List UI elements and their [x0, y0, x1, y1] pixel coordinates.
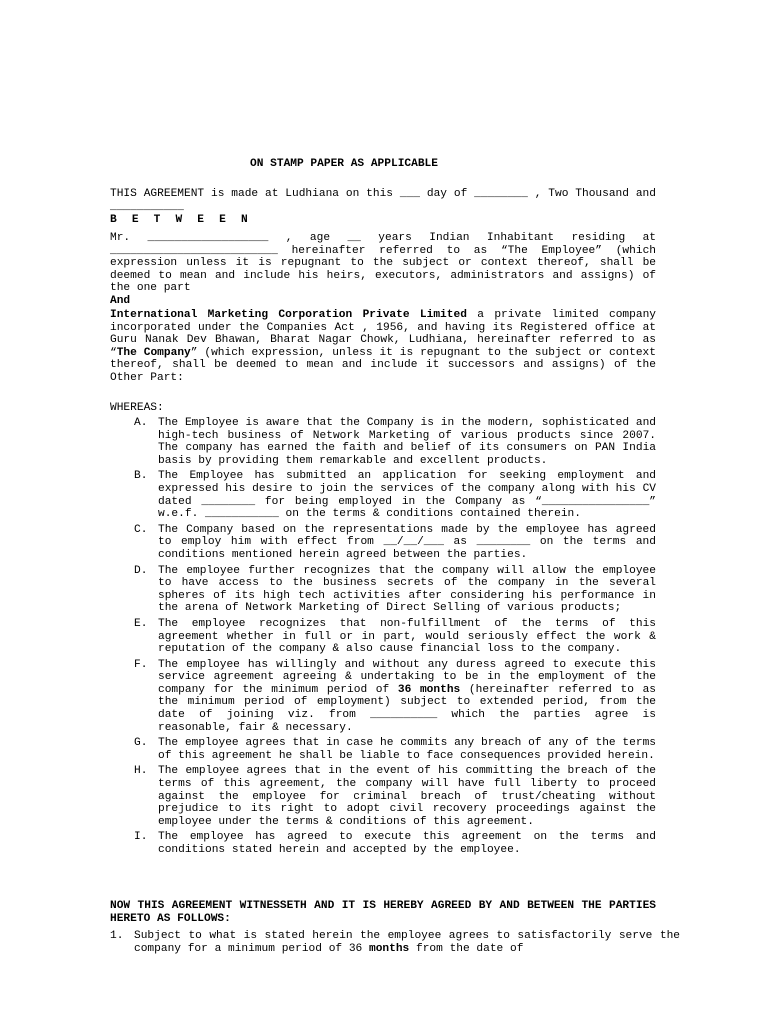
between-heading: B E T W E E N: [110, 214, 252, 226]
recital-marker: E.: [134, 617, 148, 630]
party-company-paragraph: [110, 309, 656, 385]
and-heading: And: [110, 295, 131, 307]
recital-d: [110, 565, 656, 615]
clause-1: [110, 930, 680, 955]
recital-text: The Employee is aware that the Company is in the modern, sophisticated and high-tech business of Network Marketing of various products since 2007. The company has earned the faith and belief of its consumers on PAN India basis by providing them remarkable and excellent products.: [158, 417, 656, 467]
clause-text: from the date of: [409, 942, 524, 955]
recital-marker: I.: [134, 831, 148, 844]
intro-paragraph: THIS AGREEMENT is made at Ludhiana on this ___ day of ________ , Two Thousand and ___________: [110, 188, 656, 213]
witnesseth-heading: NOW THIS AGREEMENT WITNESSETH AND IT IS HEREBY AGREED BY AND BETWEEN THE PARTIES HERETO AS FOLLOWS:: [110, 900, 656, 925]
company-short-name: The Company: [116, 346, 191, 359]
recital-marker: G.: [134, 737, 148, 750]
recitals-list: [110, 417, 656, 857]
whereas-heading: WHEREAS:: [110, 402, 164, 414]
recital-text: The employee agrees that in case he commits any breach of any of the terms of this agreement he shall be liable to face consequences provided herein.: [158, 737, 656, 762]
recital-a: [110, 417, 656, 467]
recital-marker: H.: [134, 765, 148, 778]
clause-bold: months: [368, 942, 410, 955]
clause-text: Subject to what is stated herein the employee agrees to satisfactorily serve the company for a minimum period of 36: [134, 930, 680, 955]
recital-text: The employee has agreed to execute this agreement on the terms and conditions stated herein and accepted by the employee.: [158, 831, 656, 856]
recital-h: [110, 765, 656, 828]
recital-text: The employee recognizes that non-fulfillment of the terms of this agreement whether in full or in part, would seriously effect the work & reputation of the company & also cause financial loss to the company.: [158, 617, 656, 656]
company-text-1: a private limited company incorporated under the Companies Act , 1956, and having its Registered office at Guru Nanak Dev Bhawan, Bharat Nagar Chowk, Ludhiana, hereinafter referred to as “: [110, 309, 656, 359]
party-employee-paragraph: Mr. __________________ , age __ years Indian Inhabitant residing at _________________________ hereinafter referred to as “The Employee” (which expression unless it is repugnant to the subject or context thereof, shall be deemed to mean and include his heirs, executors, administrators and assigns) of the one part: [110, 232, 656, 295]
page-title: ON STAMP PAPER AS APPLICABLE: [250, 158, 438, 170]
recital-text: The Company based on the representations made by the employee has agreed to employ him with effect from __/__/___ as ________ on the terms and conditions mentioned herein agreed between the parties.: [158, 523, 656, 561]
recital-i: [110, 831, 656, 856]
recital-e: [110, 618, 656, 656]
recital-f: [110, 659, 656, 735]
recital-text: The Employee has submitted an application for seeking employment and expressed his desire to join the services of the company along with his CV dated ________ for being employed in the Company as “________________” w.e.f. ___________ on the terms & conditions contained therein.: [158, 470, 656, 521]
recital-text: The employee has willingly and without any duress agreed to execute this service agreement agreeing & undertaking to be in the employment of the company for the minimum period of: [158, 658, 656, 696]
recital-g: [110, 737, 656, 762]
company-text-2: ” (which expression, unless it is repugnant to the subject or context thereof, shall be deemed to mean and include it successors and assigns) of the Other Part:: [110, 346, 656, 384]
recital-text: (hereinafter referred to as the minimum period of employment) subject to extended period, from the date of joining viz. from __________ which the parties agree is reasonable, fair & necessary.: [158, 683, 656, 734]
recital-text: The employee further recognizes that the company will allow the employee to have access to the business secrets of the company in the several spheres of its high tech activities after considering his performance in the arena of Network Marketing of Direct Selling of various products;: [158, 564, 656, 615]
document-page: [110, 0, 680, 955]
recital-f-bold: 36 months: [397, 683, 461, 696]
recital-marker: F.: [134, 658, 148, 671]
recital-b: [110, 470, 656, 520]
recital-marker: D.: [134, 564, 148, 577]
recital-marker: A.: [134, 417, 148, 429]
recital-marker: B.: [134, 470, 148, 483]
recital-marker: C.: [134, 523, 148, 536]
company-name: International Marketing Corporation Private Limited: [110, 309, 467, 321]
clause-marker: 1.: [110, 930, 124, 942]
recital-c: [110, 524, 656, 562]
recital-text: The employee agrees that in the event of his committing the breach of the terms of this agreement, the company will have full liberty to proceed against the employee for criminal breach of trust/cheating without prejudice to its right to adopt civil recovery proceedings against the employee under the terms & conditions of this agreement.: [158, 765, 656, 828]
